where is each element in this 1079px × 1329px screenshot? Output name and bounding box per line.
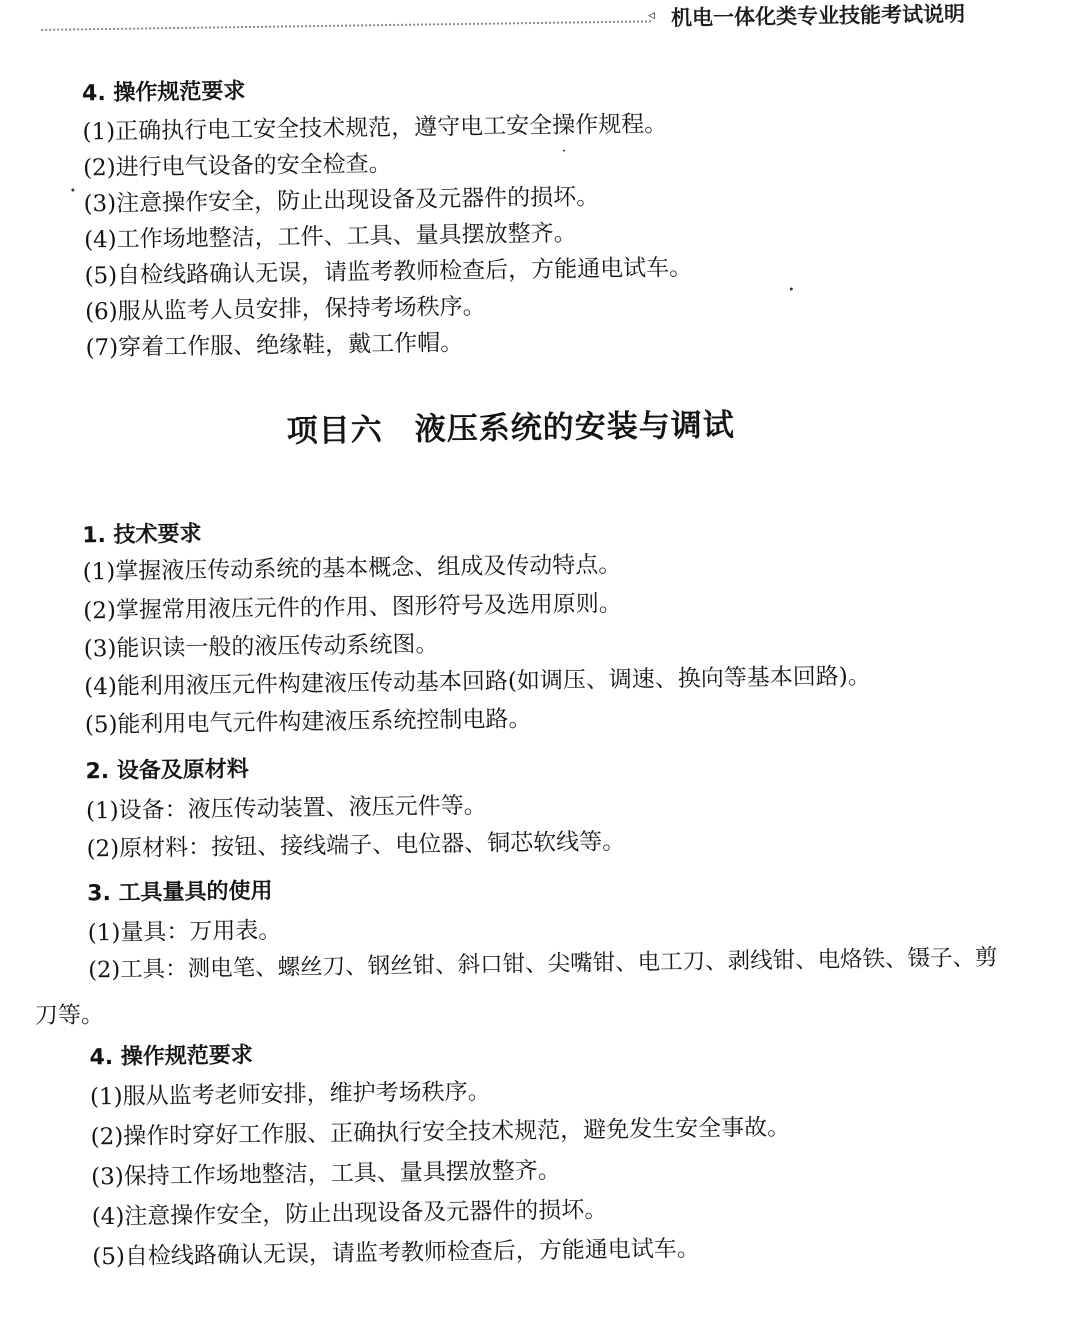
list-item: (4)能利用液压元件构建液压传动基本回路(如调压、调速、换向等基本回路)。 bbox=[84, 663, 871, 701]
running-header bbox=[0, 0, 1070, 48]
list-item: (5)自检线路确认无误，请监考教师检查后，方能通电试车。 bbox=[84, 254, 693, 290]
list-item: (2)进行电气设备的安全检查。 bbox=[82, 151, 392, 182]
list-item: (2)原材料：按钮、接线端子、电位器、铜芯软线等。 bbox=[86, 828, 626, 863]
list-item: (4)工作场地整洁，工件、工具、量具摆放整齐。 bbox=[83, 220, 577, 254]
scan-speck bbox=[790, 287, 793, 290]
project-title: 项目六 液压系统的安装与调试 bbox=[286, 407, 735, 450]
list-item: (2)掌握常用液压元件的作用、图形符号及选用原则。 bbox=[83, 590, 622, 625]
list-item: (3)保持工作场地整洁，工具、量具摆放整齐。 bbox=[90, 1157, 561, 1191]
list-item: (2)工具：测电笔、螺丝刀、钢丝钳、斜口钳、尖嘴钳、电工刀、剥线钳、电烙铁、镊子、剪 bbox=[88, 944, 998, 984]
list-item: (2)操作时穿好工作服、正确执行安全技术规范，避免发生安全事故。 bbox=[90, 1114, 791, 1151]
scan-speck bbox=[71, 188, 74, 191]
list-item: (4)注意操作安全，防止出现设备及元器件的损坏。 bbox=[91, 1197, 608, 1231]
section-heading-tools: 3. 工具量具的使用 bbox=[87, 878, 273, 907]
section-heading-operation-bottom: 4. 操作规范要求 bbox=[89, 1043, 253, 1071]
list-item: (3)能识读一般的液压传动系统图。 bbox=[83, 631, 439, 663]
list-item-continuation: 刀等。 bbox=[34, 1002, 105, 1030]
list-item: (6)服从监考人员安排，保持考场秩序。 bbox=[84, 293, 486, 326]
list-item: (5)自检线路确认无误，请监考教师检查后，方能通电试车。 bbox=[92, 1235, 701, 1271]
section-heading-operation-top: 4. 操作规范要求 bbox=[81, 79, 246, 107]
list-item: (1)服从监考老师安排，维护考场秩序。 bbox=[89, 1078, 491, 1111]
list-item: (1)正确执行电工安全技术规范，遵守电工安全操作规程。 bbox=[82, 111, 668, 146]
list-item: (7)穿着工作服、绝缘鞋，戴工作帽。 bbox=[85, 330, 464, 362]
scan-speck bbox=[563, 150, 565, 152]
list-item: (1)量具：万用表。 bbox=[87, 917, 282, 947]
header-dotted-rule bbox=[41, 20, 651, 31]
list-item: (3)注意操作安全，防止出现设备及元器件的损坏。 bbox=[83, 184, 600, 218]
list-item: (5)能利用电气元件构建液压系统控制电路。 bbox=[84, 706, 532, 739]
list-item: (1)设备：液压传动装置、液压元件等。 bbox=[85, 792, 487, 825]
section-heading-equipment: 2. 设备及原材料 bbox=[85, 757, 250, 785]
list-item: (1)掌握液压传动系统的基本概念、组成及传动特点。 bbox=[82, 551, 622, 586]
header-title: 机电一体化类专业技能考试说明 bbox=[670, 2, 966, 31]
header-marker-icon: ◃ bbox=[647, 7, 656, 24]
section-heading-tech: 1. 技术要求 bbox=[82, 521, 202, 549]
